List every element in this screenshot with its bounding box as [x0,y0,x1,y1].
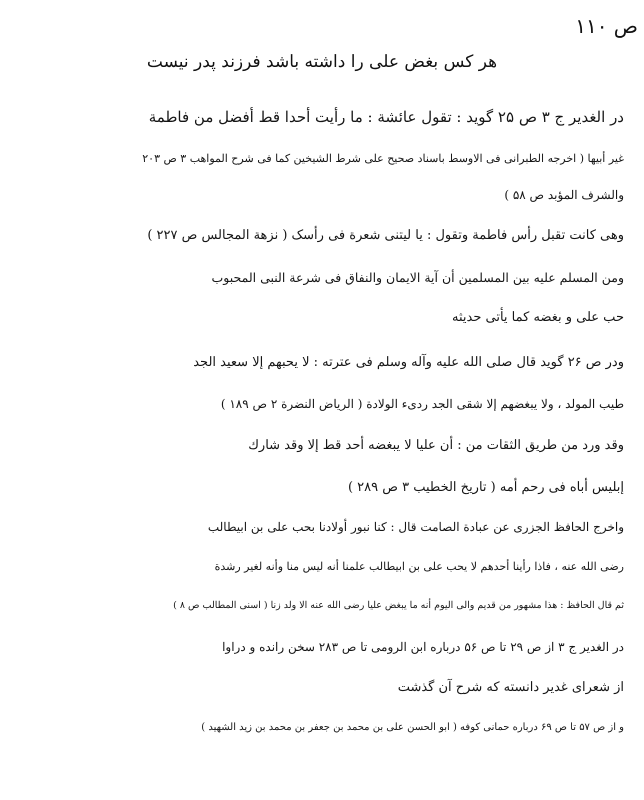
text-line-7: ودر ص ۲۶ گوید قال صلی الله علیه وآله وسلم فی عترته : لا یحبهم إلا سعید الجد [193,355,624,370]
text-line-6: حب علی و بغضه کما یأتی حدیثه [452,310,624,325]
text-line-14: در الغدیر ج ۳ از ص ۲۹ تا ص ۵۶ درباره ابن الرومی تا ص ۲۸۳ سخن رانده و دراوا [222,640,624,654]
text-line-12: رضی الله عنه ، فاذا رأینا أحدهم لا یحب علی بن ابیطالب علمنا أنه لیس منا وأنه لغیر رشدة [214,560,624,573]
text-line-8: طیب المولد ، ولا یبغضهم إلا شقی الجد ردیء الولادة ( الریاض النضرة ۲ ص ۱۸۹ ) [220,397,624,411]
page-title: هر کس بغض علی را داشته باشد فرزند پدر نیست [146,52,498,72]
text-line-13: ثم قال الحافظ : هذا مشهور من قدیم والی الیوم أنه ما یبغض علیا رضی الله عنه الا ولد زنا ( اسنی المطالب ص ۸ ) [173,600,624,611]
text-line-2: غیر أبیها ( اخرجه الطبرانی فی الاوسط باسناد صحیح علی شرط الشیخین کما فی شرح المواهب ۳ ص ۲۰۳ [142,152,624,165]
text-line-1: در الغدیر ج ۳ ص ۲۵ گوید : تقول عائشة : ما رأیت أحدا قط أفضل من فاطمة [148,108,624,126]
text-line-15: از شعرای غدیر دانسته که شرح آن گذشت [397,680,624,695]
text-line-3: والشرف المؤبد ص ۵۸ ) [504,188,624,202]
text-line-11: واخرج الحافظ الجزری عن عبادة الصامت قال : کنا نبور أولادنا بحب علی بن ابیطالب [207,520,624,534]
text-line-16: و از ص ۵۷ تا ص ۶۹ درباره حمانی کوفه ( ابو الحسن علی بن محمد بن جعفر بن محمد بن زید الشهید ) [201,722,624,733]
page-number: ص ۱۱۰ [575,14,638,38]
text-line-9: وقد ورد من طریق الثقات من : أن علیا لا یبغضه أحد قط إلا وقد شارك [248,438,624,453]
text-line-4: وهی کانت تقبل رأس فاطمة وتقول : یا لیتنی شعرة فی رأسک ( نزهة المجالس ص ۲۲۷ ) [147,228,624,243]
text-line-5: ومن المسلم علیه بین المسلمین أن آیة الایمان والنفاق فی شرعة النبی المحبوب [211,270,624,285]
text-line-10: إبلیس أباه فی رحم أمه ( تاریخ الخطیب ۳ ص ۲۸۹ ) [347,480,624,495]
